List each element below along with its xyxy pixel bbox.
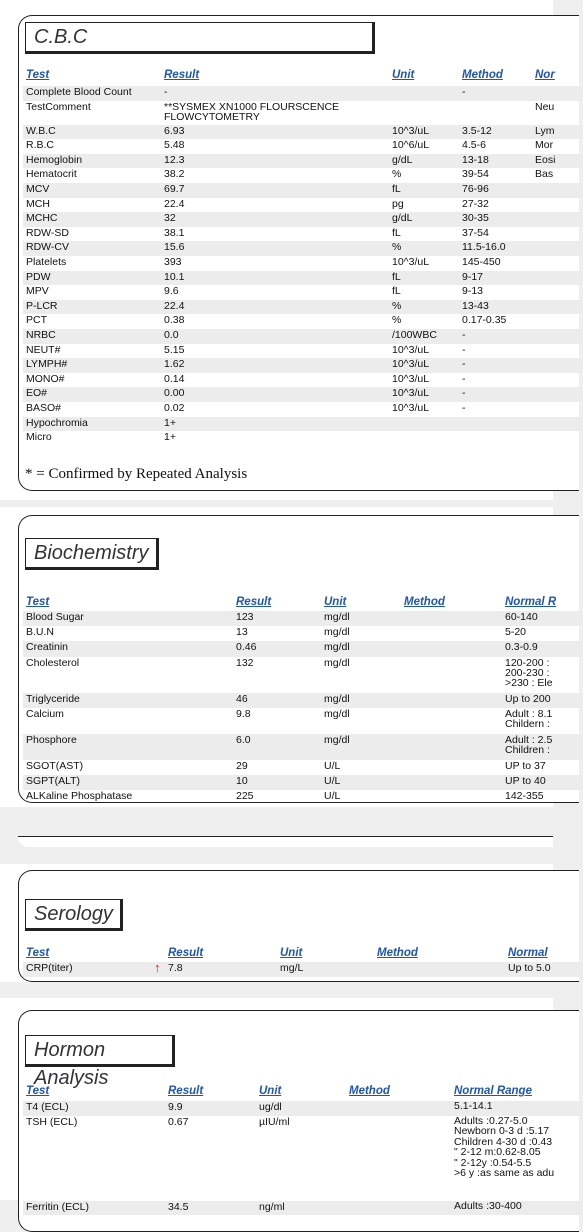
result-value: 0.38 — [164, 314, 185, 327]
table-row — [23, 168, 583, 183]
header-normal: Nor — [535, 69, 555, 81]
unit-value: fL — [392, 285, 401, 298]
biochemistry-card — [18, 515, 579, 803]
unit-value: mg/L — [280, 962, 304, 974]
normal-range: 142-355 — [505, 790, 544, 803]
header-result: Result — [164, 69, 200, 81]
result-value: 38.1 — [164, 226, 185, 239]
table-row — [23, 402, 583, 417]
table-row — [23, 693, 583, 708]
normal-range: 200-230 : — [505, 666, 550, 679]
result-value: 15.6 — [164, 241, 185, 254]
test-name: R.B.C — [26, 139, 55, 152]
result-value: 393 — [164, 256, 182, 268]
result-value: 12.3 — [164, 153, 185, 166]
normal-range: Adults :30-400 — [454, 1199, 522, 1212]
test-name: P-LCR — [26, 299, 58, 312]
normal-value: Eosi — [535, 153, 556, 166]
result-value: - — [164, 86, 168, 98]
header-normal: Normal Range — [454, 1085, 532, 1097]
unit-value: U/L — [324, 759, 341, 772]
result-value: 0.46 — [236, 641, 257, 654]
test-name: PDW — [26, 270, 51, 283]
normal-range: Adult : 8.1 — [505, 707, 553, 720]
result-value: 10 — [236, 775, 248, 787]
test-name: RDW-SD — [26, 226, 69, 239]
test-name: RDW-CV — [26, 241, 69, 254]
table-row — [23, 775, 583, 790]
hormon-card — [18, 1010, 579, 1232]
result-value: 5.15 — [164, 343, 185, 356]
header-test: Test — [26, 1085, 50, 1097]
biochemistry-page — [0, 507, 557, 807]
test-name: BASO# — [26, 402, 62, 414]
header-method: Method — [404, 596, 445, 608]
table-row — [23, 300, 583, 315]
hormon-page — [0, 998, 555, 1213]
method-value: 11.5-16.0 — [462, 241, 506, 254]
method-value: 0.17-0.35 — [462, 314, 507, 327]
test-name: MCHC — [26, 212, 58, 225]
test-name: Hematocrit — [26, 168, 77, 181]
unit-value: mg/dl — [324, 626, 350, 639]
test-name: TestComment — [26, 100, 91, 113]
test-name: Phosphore — [26, 733, 77, 746]
result-value: 38.2 — [164, 168, 185, 181]
normal-range: Children : — [505, 743, 550, 756]
header-unit: Unit — [280, 947, 303, 959]
unit-value: % — [392, 241, 402, 254]
normal-value: Neu — [535, 100, 555, 113]
result-value: 13 — [236, 626, 248, 639]
serology-card — [18, 870, 579, 982]
result-value: 225 — [236, 790, 254, 803]
result-value: 32 — [164, 212, 176, 225]
table-row — [23, 285, 583, 300]
result-value: 9.6 — [164, 285, 179, 298]
unit-value: mg/dl — [324, 656, 350, 669]
normal-value: Bas — [535, 168, 554, 181]
test-name: Calcium — [26, 707, 64, 720]
method-value: 37-54 — [462, 226, 489, 239]
unit-value: 10^3/uL — [392, 372, 430, 385]
table-row — [23, 626, 583, 641]
unit-value: pg — [392, 197, 404, 210]
method-value: 4.5-6 — [462, 139, 486, 152]
test-name: LYMPH# — [26, 358, 68, 371]
normal-range: 5.1-14.1 — [454, 1100, 493, 1112]
normal-range: 120-200 : — [505, 656, 550, 669]
table-row — [23, 611, 583, 626]
result-value: 6.0 — [236, 733, 251, 746]
test-name: PCT — [26, 314, 47, 327]
test-name: SGPT(ALT) — [26, 775, 81, 787]
result-value: 0.67 — [168, 1115, 189, 1128]
result-value: **SYSMEX XN1000 FLOURSCENCE — [164, 100, 340, 113]
result-value: 0.14 — [164, 372, 185, 385]
table-row — [23, 271, 583, 286]
test-name: Cholesterol — [26, 656, 80, 669]
normal-range: Up to 200 — [505, 692, 551, 705]
test-name: MPV — [26, 285, 49, 298]
table-row — [23, 227, 583, 242]
table-row — [23, 125, 583, 140]
result-value: 34.5 — [168, 1200, 189, 1213]
normal-range: Childern : — [505, 717, 550, 730]
test-name: Hemoglobin — [26, 153, 83, 166]
test-name: NRBC — [26, 329, 56, 341]
test-name: Ferritin (ECL) — [26, 1200, 90, 1213]
unit-value: g/dL — [392, 153, 413, 166]
table-row — [23, 329, 583, 344]
method-value: 76-96 — [462, 183, 489, 195]
header-result: Result — [168, 947, 204, 959]
table-row — [23, 657, 583, 693]
unit-value: fL — [392, 226, 401, 239]
unit-value: fL — [392, 270, 401, 283]
result-value: 5.48 — [164, 139, 185, 152]
result-value: 132 — [236, 656, 254, 669]
test-name: T4 (ECL) — [26, 1101, 69, 1113]
unit-value: mg/dl — [324, 707, 350, 720]
header-test: Test — [26, 596, 50, 608]
result-value: 46 — [236, 692, 248, 705]
method-value: - — [462, 402, 466, 414]
method-value: - — [462, 358, 466, 371]
cbc-footnote: * = Confirmed by Repeated Analysis — [25, 466, 248, 482]
normal-range: Adult : 2.5 — [505, 733, 553, 746]
test-name: ALKaline Phosphatase — [26, 790, 133, 803]
method-value: - — [462, 372, 466, 385]
unit-value: g/dL — [392, 212, 413, 225]
test-name: MCH — [26, 197, 50, 210]
test-name: SGOT(AST) — [26, 759, 84, 772]
unit-value: % — [392, 168, 402, 181]
test-name: Complete Blood Count — [26, 86, 132, 98]
result-value: 10.1 — [164, 270, 185, 283]
unit-value: U/L — [324, 775, 341, 787]
unit-value: ug/dl — [259, 1101, 282, 1113]
cbc-title: C.B.C — [34, 26, 88, 48]
cbc-title-box — [25, 22, 375, 54]
page-separator — [18, 836, 553, 847]
method-value: 39-54 — [462, 168, 489, 181]
header-test: Test — [26, 947, 50, 959]
test-name: Hypochromia — [26, 416, 88, 429]
table-row — [23, 198, 583, 213]
unit-value: 10^3/uL — [392, 124, 430, 137]
unit-value: µIU/ml — [259, 1115, 290, 1128]
header-test: Test — [26, 69, 50, 81]
biochemistry-title-box — [25, 538, 159, 570]
test-name: CRP(titer) — [26, 962, 73, 974]
high-flag-arrow-icon: ↑ — [154, 960, 161, 975]
header-unit: Unit — [392, 69, 415, 81]
normal-range: 0.3-0.9 — [505, 641, 538, 654]
result-value: 1.62 — [164, 358, 185, 371]
unit-value: /100WBC — [392, 329, 437, 341]
result-value: 0.00 — [164, 387, 185, 400]
normal-value: Lym — [535, 124, 555, 137]
result-value-line2: FLOWCYTOMETRY — [164, 110, 260, 123]
header-unit: Unit — [324, 596, 347, 608]
method-value: 3.5-12 — [462, 124, 492, 137]
test-name: Platelets — [26, 256, 67, 268]
table-row — [23, 417, 583, 432]
table-row — [23, 708, 583, 734]
result-value: 22.4 — [164, 197, 185, 210]
normal-range: " 2-12y :0.54-5.5 — [454, 1156, 532, 1169]
header-normal: Normal R — [505, 596, 557, 608]
unit-value: mg/dl — [324, 692, 350, 705]
method-value: - — [462, 387, 466, 400]
test-name: NEUT# — [26, 343, 61, 356]
unit-value: 10^3/uL — [392, 402, 430, 414]
method-value: 13-18 — [462, 153, 489, 166]
normal-range: UP to 37 — [505, 759, 546, 772]
header-method: Method — [462, 69, 503, 81]
cbc-card — [18, 15, 579, 491]
unit-value: 10^3/uL — [392, 387, 430, 400]
method-value: - — [462, 343, 466, 356]
unit-value: mg/dl — [324, 641, 350, 654]
result-value: 123 — [236, 611, 254, 623]
method-value: 9-17 — [462, 270, 484, 283]
test-name: Triglyceride — [26, 692, 80, 705]
method-value: 27-32 — [462, 197, 489, 210]
normal-range: Children 4-30 d :0.43 — [454, 1135, 553, 1148]
header-method: Method — [377, 947, 418, 959]
result-value: 1+ — [164, 431, 176, 444]
normal-range: >6 y :as same as adu — [454, 1167, 555, 1179]
unit-value: ng/ml — [259, 1200, 285, 1213]
table-row — [23, 212, 583, 227]
method-value: 13-43 — [462, 299, 489, 312]
unit-value: 10^3/uL — [392, 343, 430, 356]
normal-range: 5-20 — [505, 626, 527, 639]
unit-value: U/L — [324, 790, 341, 803]
method-value: 145-450 — [462, 256, 501, 268]
unit-value: mg/dl — [324, 611, 350, 623]
result-value: 1+ — [164, 416, 176, 429]
normal-value: Mor — [535, 139, 554, 152]
table-row — [23, 431, 583, 446]
serology-title: Serology — [34, 903, 113, 925]
table-row — [23, 387, 583, 402]
table-row — [23, 358, 583, 373]
result-value: 6.93 — [164, 124, 185, 137]
serology-title-box — [25, 899, 123, 931]
header-result: Result — [236, 596, 272, 608]
header-unit: Unit — [259, 1085, 282, 1097]
unit-value: % — [392, 314, 402, 327]
unit-value: 10^6/uL — [392, 139, 430, 152]
biochemistry-title: Biochemistry — [34, 542, 149, 564]
test-name: MONO# — [26, 372, 65, 385]
unit-value: % — [392, 299, 402, 312]
normal-range: Newborn 0-3 d :5.17 — [454, 1125, 550, 1137]
serology-page — [0, 864, 553, 982]
test-name: MCV — [26, 183, 50, 195]
unit-value: fL — [392, 183, 401, 195]
result-value: 7.8 — [168, 962, 183, 974]
normal-range: 60-140 — [505, 611, 538, 623]
table-row — [23, 373, 583, 388]
cbc-page — [0, 0, 556, 500]
normal-range: Adults :0.27-5.0 — [454, 1114, 528, 1127]
result-value: 29 — [236, 759, 248, 772]
test-name: B.U.N — [26, 626, 55, 639]
table-row — [23, 1101, 583, 1116]
method-value: - — [462, 86, 466, 98]
method-value: 30-35 — [462, 212, 489, 225]
result-value: 9.8 — [236, 707, 251, 720]
result-value: 22.4 — [164, 299, 185, 312]
header-normal: Normal — [508, 947, 548, 959]
method-value: - — [462, 329, 466, 341]
table-row — [23, 641, 583, 656]
table-row — [23, 154, 583, 169]
table-row — [23, 344, 583, 359]
table-row — [23, 734, 583, 760]
method-value: 9-13 — [462, 285, 484, 298]
test-name: Creatinin — [26, 641, 69, 654]
unit-value: mg/dl — [324, 733, 350, 746]
result-value: 69.7 — [164, 183, 185, 195]
unit-value: 10^3/uL — [392, 256, 430, 268]
test-name: Blood Sugar — [26, 611, 84, 623]
test-name: TSH (ECL) — [26, 1115, 78, 1128]
result-value: 9.9 — [168, 1101, 183, 1113]
hormon-title: Hormon Analysis — [34, 1039, 109, 1089]
header-method: Method — [349, 1085, 390, 1097]
table-row — [23, 139, 583, 154]
header-result: Result — [168, 1085, 204, 1097]
normal-value: Up to 5.0 — [508, 962, 551, 974]
unit-value: 10^3/uL — [392, 358, 430, 371]
table-row — [23, 183, 583, 198]
test-name: Micro — [26, 431, 52, 444]
table-row — [23, 760, 583, 775]
normal-range: " 2-12 m:0.62-8.05 — [454, 1146, 541, 1158]
normal-range: UP to 40 — [505, 775, 546, 787]
normal-range: >230 : Ele — [505, 676, 553, 689]
result-value: 0.0 — [164, 329, 179, 341]
test-name: EO# — [26, 387, 48, 400]
result-value: 0.02 — [164, 402, 185, 414]
hormon-title-box — [25, 1035, 175, 1089]
test-name: W.B.C — [26, 124, 56, 137]
